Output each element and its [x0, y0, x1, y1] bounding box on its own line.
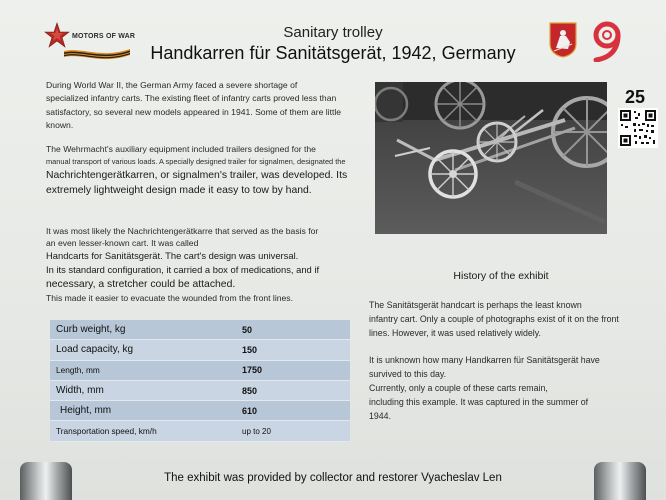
spec-value: 50 [236, 320, 350, 340]
cart-photograph [375, 82, 607, 234]
intro-line: During World War II, the German Army faced a severe shortage of [46, 80, 298, 90]
spec-value: 1750 [236, 360, 350, 380]
exhibit-number: 25 [625, 87, 646, 107]
history-paragraph-2 [369, 353, 659, 423]
history-line: It is unknown how many Handkarren für Sanitätsgerät have [369, 355, 600, 365]
mounting-clip-right [594, 462, 646, 500]
table-row [50, 320, 350, 340]
victory-nine-logo-icon [588, 20, 626, 62]
spec-value: 150 [236, 340, 350, 360]
basis-line: necessary, a stretcher could be attached. [46, 278, 236, 290]
history-line: The Sanitätsgerät handcart is perhaps the least known [369, 300, 582, 310]
wehrmacht-line: The Wehrmacht's auxiliary equipment included trailers designed for the [46, 144, 316, 154]
footer-credit: The exhibit was provided by collector and restorer Vyacheslav Len [164, 472, 502, 484]
page-title-german: Handkarren für Sanitätsgerät, 1942, Germany [150, 43, 516, 63]
wehrmacht-line: extremely lightweight design made it easy to tow by hand. [46, 185, 312, 197]
wehrmacht-paragraph [46, 143, 366, 198]
spec-label: Transportation speed, km/h [50, 421, 236, 441]
table-row [50, 360, 350, 380]
basis-line: Handcarts for Sanitätsgerät. The cart's design was universal. [46, 250, 299, 262]
history-heading: History of the exhibit [453, 270, 549, 282]
intro-paragraph [46, 79, 356, 132]
cart-photo-image [375, 82, 607, 234]
spec-label: Load capacity, kg [50, 340, 236, 360]
table-row [50, 340, 350, 360]
history-line: infantry cart. Only a couple of photographs exist of it on the front [369, 314, 619, 325]
spec-value: 610 [236, 401, 350, 421]
spec-value: 850 [236, 380, 350, 400]
basis-line: It was most likely the Nachrichtengerätkarre that served as the basis for [46, 226, 319, 236]
mounting-clip-left [20, 462, 72, 500]
wehrmacht-line: manual transport of various loads. A specially designed trailer for signalmen, designated the [46, 157, 346, 167]
basis-line: This made it easier to evacuate the wounded from the front lines. [46, 292, 293, 303]
spec-label: Curb weight, kg [50, 320, 236, 340]
history-line: survived to this day. [369, 369, 447, 380]
qr-code-icon[interactable] [618, 108, 658, 148]
basis-paragraph [46, 225, 366, 304]
spec-label: Height, mm [50, 401, 236, 421]
basis-line: In its standard configuration, it carried a box of medications, and if [46, 264, 320, 276]
history-line: Currently, only a couple of these carts remain, [369, 383, 548, 394]
specifications-table [50, 320, 350, 442]
table-row [50, 380, 350, 400]
page-title-english: Sanitary trolley [283, 24, 383, 41]
table-row [50, 421, 350, 441]
table-row [50, 401, 350, 421]
history-line: lines. However, it was used relatively widely. [369, 328, 541, 339]
spec-label: Width, mm [50, 380, 236, 400]
spec-value: up to 20 [236, 421, 350, 441]
intro-line: specialized infantry carts. The existing fleet of infantry carts proved less than [46, 93, 337, 104]
spec-label: Length, mm [50, 360, 236, 380]
history-line: including this example. It was captured in the summer of [369, 397, 589, 408]
history-paragraph-1 [369, 298, 659, 340]
logo-text: MOTORS OF WAR [72, 33, 136, 40]
moscow-coat-of-arms-icon [549, 22, 577, 58]
basis-line: an even lesser-known cart. It was called [46, 238, 199, 249]
wehrmacht-line: Nachrichtengerätkarren, or signalmen's trailer, was developed. Its [46, 170, 348, 182]
intro-line: satisfactory, so several new models appeared in 1941. Some of them are little known. [46, 106, 342, 130]
history-line: 1944. [369, 411, 392, 422]
